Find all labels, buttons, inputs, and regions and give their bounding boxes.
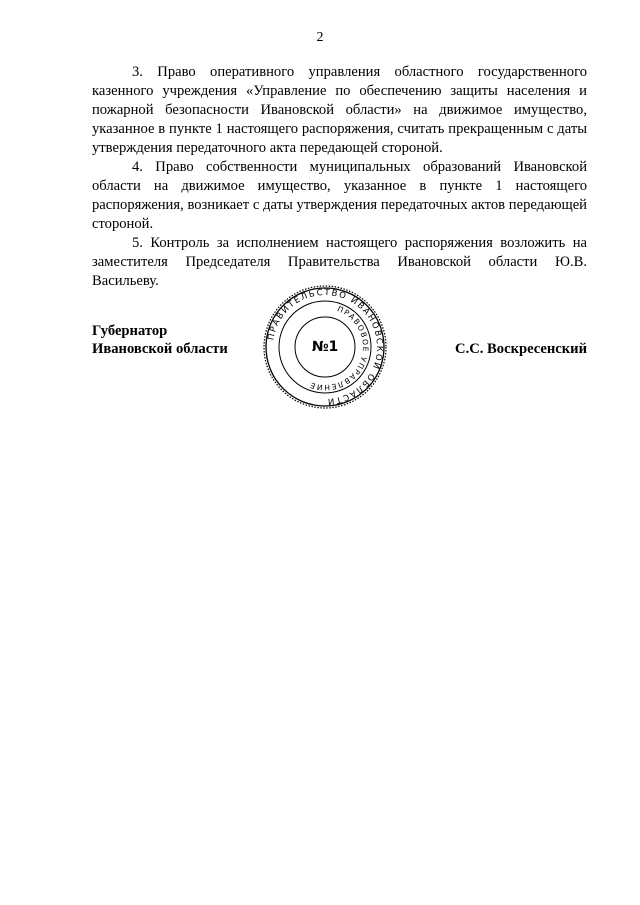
page-number: 2 (316, 30, 324, 45)
signer-name: С.С. Воскресенский (455, 341, 587, 357)
signer-title-line1: Губернатор (92, 323, 168, 339)
paragraph-5: 5. Контроль за исполнением настоящего распоряжения возложить на заместителя Председателя Правительства Ивановской области Ю.В. Васильеву. (92, 235, 587, 289)
document-body (92, 63, 587, 291)
signer-title (92, 322, 228, 358)
paragraph-4: 4. Право собственности муниципальных образований Ивановской области на движимое имущество, указанное в пункте 1 настоящего распоряжения, возникает с даты утверждения передаточных актов передающей стороной. (92, 159, 587, 232)
signer-title-line2: Ивановской области (92, 341, 228, 357)
seal-number: №1 (311, 339, 339, 355)
official-seal-stamp (262, 284, 388, 410)
seal-outer-text: ПРАВИТЕЛЬСТВО ИВАНОВСКОЙ ОБЛАСТИ (266, 287, 385, 407)
paragraph-3: 3. Право оперативного управления областного государственного казенного учреждения «Управление по обеспечению защиты населения и пожарной безопасности Ивановской области» на движимое имущество, указанное в пункте 1 настоящего распоряжения, считать прекращенным с даты утверждения передаточного акта передающей стороной. (92, 64, 587, 156)
seal-inner-text: ПРАВОВОЕ УПРАВЛЕНИЕ (307, 304, 371, 393)
